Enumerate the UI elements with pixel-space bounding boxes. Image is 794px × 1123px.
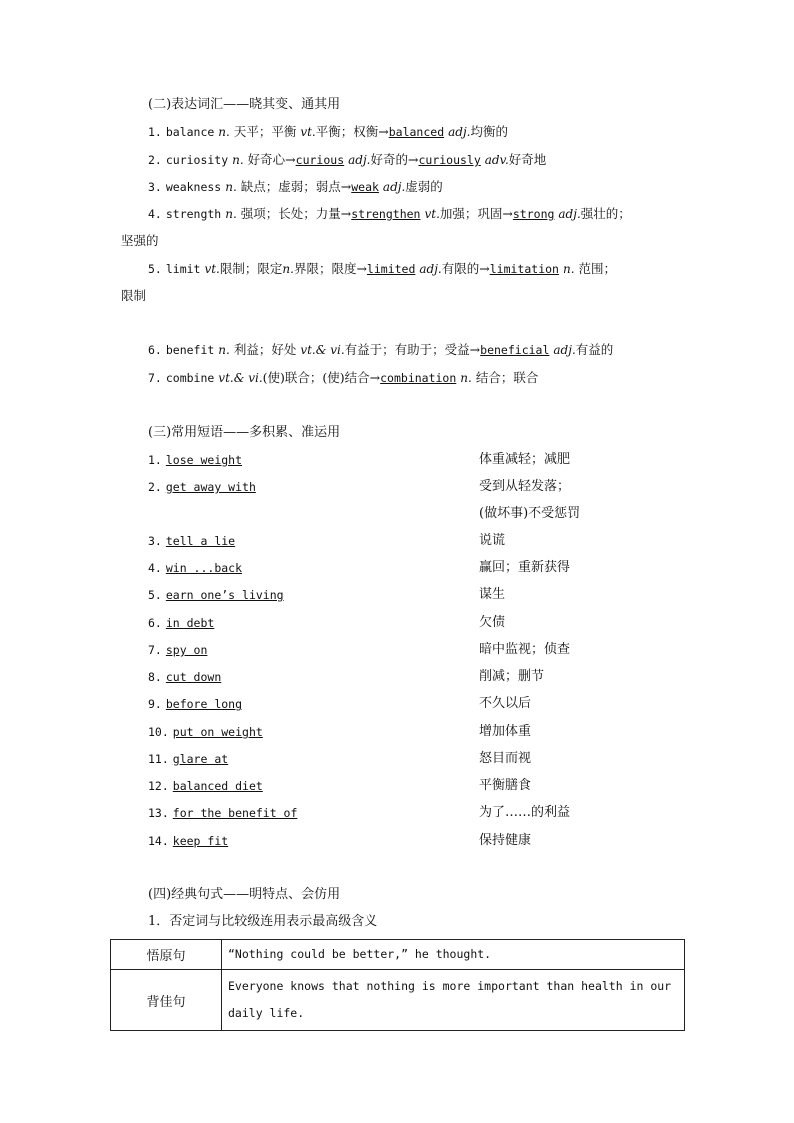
headword: curiosity <box>165 153 229 167</box>
derived-word: weak <box>351 180 379 194</box>
phrase-num-text: 9. <box>148 697 162 711</box>
meaning: 均衡的 <box>470 124 508 139</box>
phrase-number <box>148 586 284 604</box>
phrase-chinese: 暗中监视；侦查 <box>479 642 571 657</box>
part-of-speech: adj. <box>348 153 371 167</box>
part-of-speech: n. <box>282 262 294 276</box>
row-text: Everyone knows that nothing is more important than health in our daily life. <box>222 970 685 1031</box>
phrase-number <box>148 777 263 795</box>
item-number: 3. <box>148 180 162 194</box>
phrase-num-text: 12. <box>148 779 169 793</box>
headword: benefit <box>165 343 215 357</box>
meaning: 加强；巩固→ <box>439 206 513 221</box>
phrase-english: get away with <box>165 480 256 494</box>
headword: limit <box>165 262 201 276</box>
meaning: 范围； <box>578 261 617 276</box>
phrase-number <box>148 559 242 577</box>
phrase-number <box>148 478 256 496</box>
vocab-item-4-continuation: 坚强的 <box>121 233 159 248</box>
phrase-number <box>148 804 297 822</box>
part-of-speech: vt.& vi. <box>300 343 345 357</box>
phrase-number <box>148 750 228 768</box>
phrase-number <box>148 451 242 469</box>
phrase-english: spy on <box>165 643 208 657</box>
part-of-speech: adj. <box>419 262 442 276</box>
section3-heading: (三)常用短语——多积累、准运用 <box>148 425 341 440</box>
phrase-chinese: 受到从轻发落； <box>479 479 571 494</box>
meaning: 缺点；虚弱；弱点→ <box>240 179 352 194</box>
phrase-num-text: 6. <box>148 616 162 630</box>
meaning: (使)联合；(使)结合→ <box>262 370 381 385</box>
phrase-num-text: 7. <box>148 643 162 657</box>
derived-word: combination <box>380 371 457 385</box>
item-number: 2. <box>148 153 162 167</box>
phrase-num-text: 3. <box>148 534 162 548</box>
row-label: 背佳句 <box>111 970 222 1031</box>
meaning: 天平；平衡 <box>233 124 297 139</box>
phrase-english: tell a lie <box>165 534 236 548</box>
part-of-speech: n. <box>460 371 472 385</box>
part-of-speech: vt.& vi. <box>218 371 263 385</box>
phrase-chinese: 保持健康 <box>479 833 532 848</box>
meaning: 有益于；有助于；受益→ <box>344 342 481 357</box>
vocab-item-2 <box>148 151 546 169</box>
phrase-english: for the benefit of <box>172 806 298 820</box>
item-number: 4. <box>148 207 162 221</box>
meaning: 强项；长处；力量→ <box>240 206 352 221</box>
part-of-speech: n. <box>225 207 237 221</box>
item-number: 5. <box>148 262 162 276</box>
derived-word: strong <box>512 207 555 221</box>
meaning: 界限；限度→ <box>293 261 367 276</box>
headword: combine <box>165 371 215 385</box>
meaning: 强壮的； <box>580 206 631 221</box>
part-of-speech: adj. <box>382 180 406 194</box>
part-of-speech: vt. <box>424 207 440 221</box>
part-of-speech: adj. <box>558 207 581 221</box>
phrase-english: put on weight <box>172 725 263 739</box>
vocab-item-3 <box>148 178 443 196</box>
phrase-chinese: 为了……的利益 <box>479 805 571 820</box>
meaning: 限制；限定 <box>219 261 283 276</box>
derived-word: beneficial <box>480 343 550 357</box>
phrase-chinese: 欠债 <box>479 615 506 630</box>
meaning: 好奇的→ <box>370 152 419 167</box>
phrase-english: balanced diet <box>172 779 263 793</box>
item-number: 1. <box>148 125 162 139</box>
part-of-speech: n. <box>218 343 230 357</box>
phrase-chinese: 平衡膳食 <box>479 778 532 793</box>
meaning: 好奇地 <box>508 152 547 167</box>
vocab-item-4 <box>148 205 631 223</box>
phrase-chinese: 增加体重 <box>479 724 532 739</box>
derived-word: strengthen <box>351 207 421 221</box>
phrase-num-text: 11. <box>148 752 169 766</box>
vocab-item-5 <box>148 260 616 278</box>
phrase-num-text: 10. <box>148 725 169 739</box>
part-of-speech: adj. <box>553 343 576 357</box>
phrase-english: cut down <box>165 670 222 684</box>
headword: balance <box>165 125 215 139</box>
phrase-num-text: 4. <box>148 561 162 575</box>
phrase-chinese: 谋生 <box>479 587 506 602</box>
vocab-item-5-continuation: 限制 <box>121 288 147 303</box>
phrase-num-text: 5. <box>148 588 162 602</box>
phrase-num-text: 2. <box>148 480 162 494</box>
phrase-number <box>148 832 228 850</box>
row-label: 悟原句 <box>111 940 222 970</box>
phrase-number <box>148 532 235 550</box>
vocab-item-7 <box>148 369 538 387</box>
meaning: 好奇心→ <box>247 152 296 167</box>
part-of-speech: vt. <box>204 262 220 276</box>
part-of-speech: n. <box>225 180 237 194</box>
derived-word: curiously <box>418 153 481 167</box>
phrase-english: glare at <box>172 752 229 766</box>
table-row <box>111 940 685 970</box>
phrase-chinese-cont: (做坏事)不受惩罚 <box>479 506 581 521</box>
phrase-number <box>148 641 207 659</box>
phrase-number <box>148 723 263 741</box>
phrase-chinese: 体重减轻；减肥 <box>479 452 571 467</box>
part-of-speech: adj. <box>448 125 471 139</box>
section4-subheading: 1．否定词与比较级连用表示最高级含义 <box>148 914 378 929</box>
vocab-item-6 <box>148 341 613 359</box>
phrase-num-text: 1. <box>148 453 162 467</box>
row-text: “Nothing could be better,” he thought. <box>222 940 685 970</box>
phrase-number <box>148 614 214 632</box>
item-number: 7. <box>148 371 162 385</box>
phrase-english: in debt <box>165 616 215 630</box>
vocab-item-1 <box>148 123 508 141</box>
derived-word: limited <box>366 262 416 276</box>
phrase-chinese: 赢回；重新获得 <box>479 560 571 575</box>
phrase-chinese: 削减；删节 <box>479 669 545 684</box>
phrase-chinese: 不久以后 <box>479 696 532 711</box>
headword: strength <box>165 207 222 221</box>
section2-heading: (二)表达词汇——晓其变、通其用 <box>148 97 341 112</box>
phrase-english: earn one’s living <box>165 588 284 602</box>
phrase-chinese: 说谎 <box>479 533 506 548</box>
item-number: 6. <box>148 343 162 357</box>
part-of-speech: n. <box>562 262 575 276</box>
sentence-table <box>110 939 685 1031</box>
meaning: 利益；好处 <box>233 342 297 357</box>
meaning: 有益的 <box>575 342 614 357</box>
phrase-chinese: 怒目而视 <box>479 751 532 766</box>
phrase-num-text: 14. <box>148 834 169 848</box>
meaning: 虚弱的 <box>405 179 443 194</box>
meaning: 有限的→ <box>441 261 490 276</box>
derived-word: balanced <box>388 125 445 139</box>
phrase-num-text: 13. <box>148 806 169 820</box>
part-of-speech: n. <box>232 153 244 167</box>
headword: weakness <box>165 180 222 194</box>
derived-word: curious <box>295 153 345 167</box>
section4-heading: (四)经典句式——明特点、会仿用 <box>148 887 341 902</box>
meaning: 结合；联合 <box>475 370 539 385</box>
part-of-speech: vt. <box>300 125 316 139</box>
part-of-speech: adv. <box>484 153 509 167</box>
meaning: 平衡；权衡→ <box>315 124 389 139</box>
table-row <box>111 970 685 1031</box>
part-of-speech: n. <box>218 125 230 139</box>
phrase-english: lose weight <box>165 453 243 467</box>
phrase-english: keep fit <box>172 834 229 848</box>
phrase-num-text: 8. <box>148 670 162 684</box>
phrase-english: before long <box>165 697 243 711</box>
phrase-english: win ...back <box>165 561 243 575</box>
derived-word: limitation <box>489 262 559 276</box>
phrase-number <box>148 695 242 713</box>
phrase-number <box>148 668 221 686</box>
